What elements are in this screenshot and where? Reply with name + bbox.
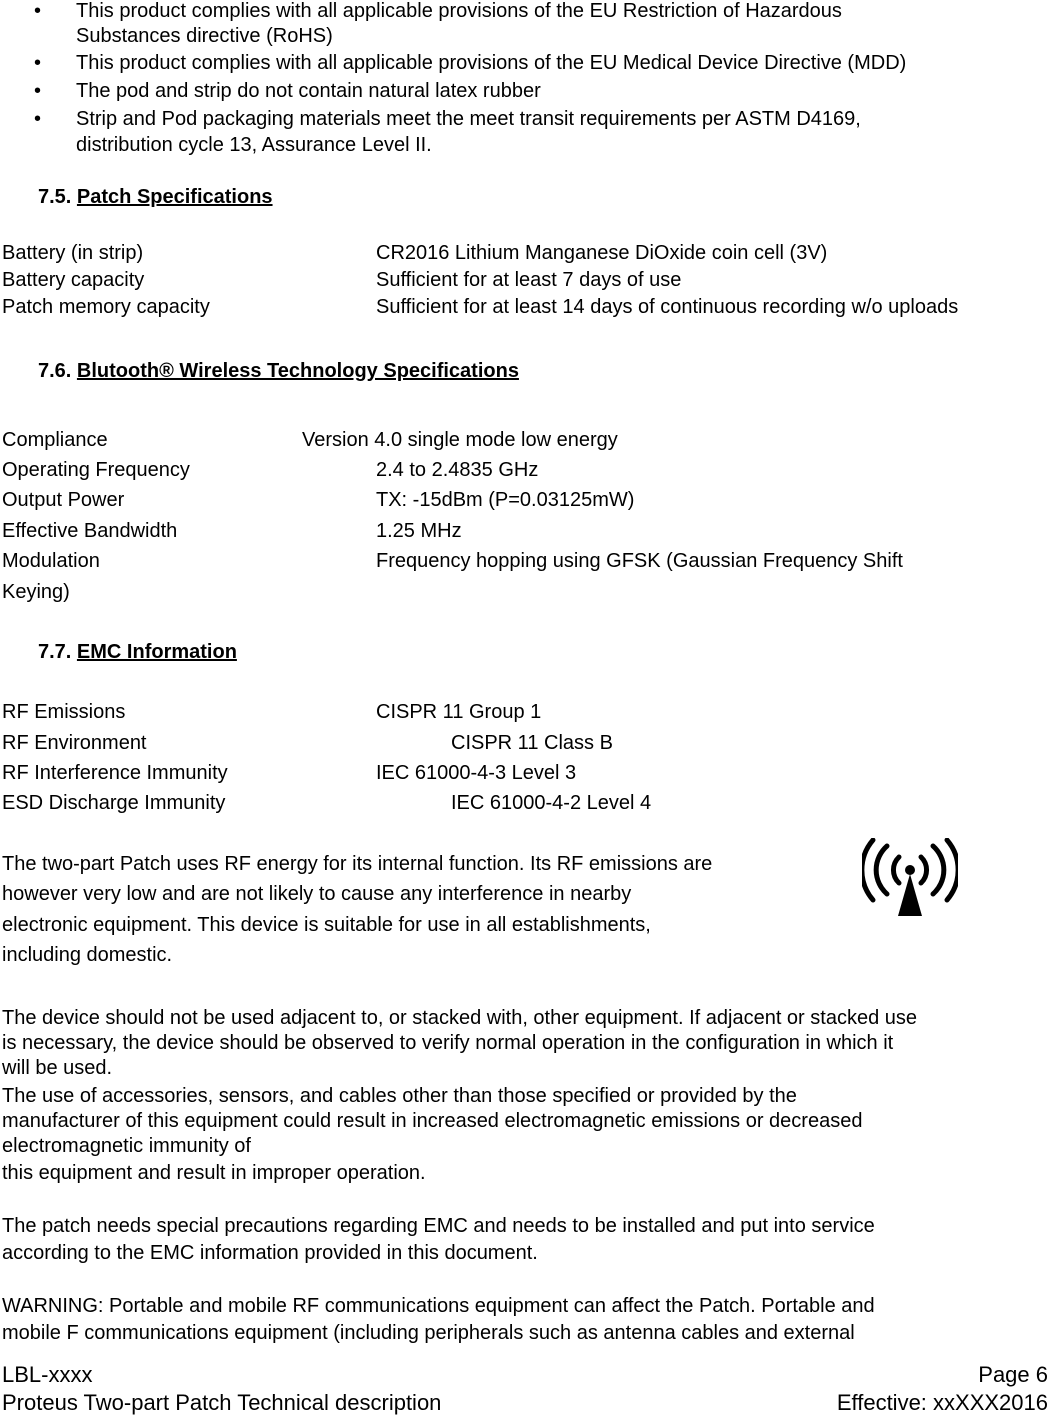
spec-label: RF Environment [2,732,147,754]
section-title: EMC Information [76,641,237,663]
section-heading-bluetooth-specifications [38,359,519,383]
spec-value: IEC 61000-4-2 Level 4 [451,792,652,814]
spec-value: Sufficient for at least 14 days of continuous recording w/o uploads [376,296,959,318]
bullet-3-line-1: The pod and strip do not contain natural latex rubber [76,80,541,102]
bullet-4-line-2: distribution cycle 13, Assurance Level II. [76,134,432,156]
spec-label: ESD Discharge Immunity [2,792,226,814]
section-number: 7.6. [38,360,72,382]
footer-row-1 [2,1361,1048,1389]
section-title: Blutooth® Wireless Technology Specifications [76,360,519,382]
section-number: 7.7. [38,641,72,663]
paragraph-line: The two-part Patch uses RF energy for its internal function. Its RF emissions are [2,853,713,875]
spec-label: Operating Frequency [2,459,190,481]
paragraph-line: WARNING: Portable and mobile RF communications equipment can affect the Patch. Portable and [2,1295,875,1317]
spec-label: Battery capacity [2,269,145,291]
spec-value: Frequency hopping using GFSK (Gaussian Frequency Shift [376,550,903,572]
spec-value: CR2016 Lithium Manganese DiOxide coin cell (3V) [376,242,828,264]
paragraph-line: electromagnetic immunity of [2,1135,251,1157]
spec-label: RF Emissions [2,701,126,723]
paragraph-line: The use of accessories, sensors, and cables other than those specified or provided by the [2,1085,797,1107]
paragraph-line: will be used. [2,1057,113,1079]
spec-value: Version 4.0 single mode low energy [302,429,618,451]
spec-value: CISPR 11 Group 1 [376,701,542,723]
footer-doc-title: Proteus Two-part Patch Technical description [2,1390,442,1415]
footer-row-2 [2,1389,1048,1417]
spec-label: Compliance [2,429,108,451]
paragraph-line: this equipment and result in improper operation. [2,1162,426,1184]
section-number: 7.5. [38,186,72,208]
spec-value: IEC 61000-4-3 Level 3 [376,762,577,784]
bullet-2-line-1: This product complies with all applicable provisions of the EU Medical Device Directive (MDD) [76,52,907,74]
spec-value: CISPR 11 Class B [451,732,613,754]
spec-label: Battery (in strip) [2,242,144,264]
non-ionizing-radiation-icon [862,838,958,918]
paragraph-line: electronic equipment. This device is suitable for use in all establishments, [2,914,651,936]
footer-doc-id: LBL-xxxx [2,1362,93,1387]
bullet-1-line-1: This product complies with all applicable provisions of the EU Restriction of Hazardous [76,0,842,22]
spec-value: 1.25 MHz [376,520,462,542]
paragraph-line: manufacturer of this equipment could result in increased electromagnetic emissions or decreased [2,1110,863,1132]
bullet-1-line-2: Substances directive (RoHS) [76,25,333,47]
spec-label: RF Interference Immunity [2,762,228,784]
paragraph-line: is necessary, the device should be observed to verify normal operation in the configuration in which it [2,1032,894,1054]
bullet-marker: • [34,108,42,130]
paragraph-line: according to the EMC information provided in this document. [2,1242,538,1264]
section-heading-emc-information [38,640,237,664]
paragraph-line: mobile F communications equipment (including peripherals such as antenna cables and external [2,1322,855,1344]
spec-value: 2.4 to 2.4835 GHz [376,459,539,481]
paragraph-line: The device should not be used adjacent to, or stacked with, other equipment. If adjacent or stacked use [2,1007,917,1029]
spec-label: Effective Bandwidth [2,520,178,542]
bullet-4-line-1: Strip and Pod packaging materials meet the meet transit requirements per ASTM D4169, [76,108,861,130]
bullet-marker: • [34,80,42,102]
paragraph-line: The patch needs special precautions regarding EMC and needs to be installed and put into service [2,1215,875,1237]
spec-label: Output Power [2,489,125,511]
footer-effective-date: Effective: xxXXX2016 [836,1390,1048,1415]
spec-label: Patch memory capacity [2,296,210,318]
section-title: Patch Specifications [76,186,273,208]
spec-label: Modulation [2,550,100,572]
spec-value: TX: -15dBm (P=0.03125mW) [376,489,635,511]
bullet-marker: • [34,52,42,74]
footer-page-number: Page 6 [978,1362,1048,1387]
bullet-marker: • [34,0,42,22]
paragraph-line: however very low and are not likely to cause any interference in nearby [2,883,632,905]
spec-value: Sufficient for at least 7 days of use [376,269,682,291]
paragraph-line: including domestic. [2,944,173,966]
section-heading-patch-specifications [38,185,273,209]
spec-value-continuation: Keying) [2,581,70,603]
